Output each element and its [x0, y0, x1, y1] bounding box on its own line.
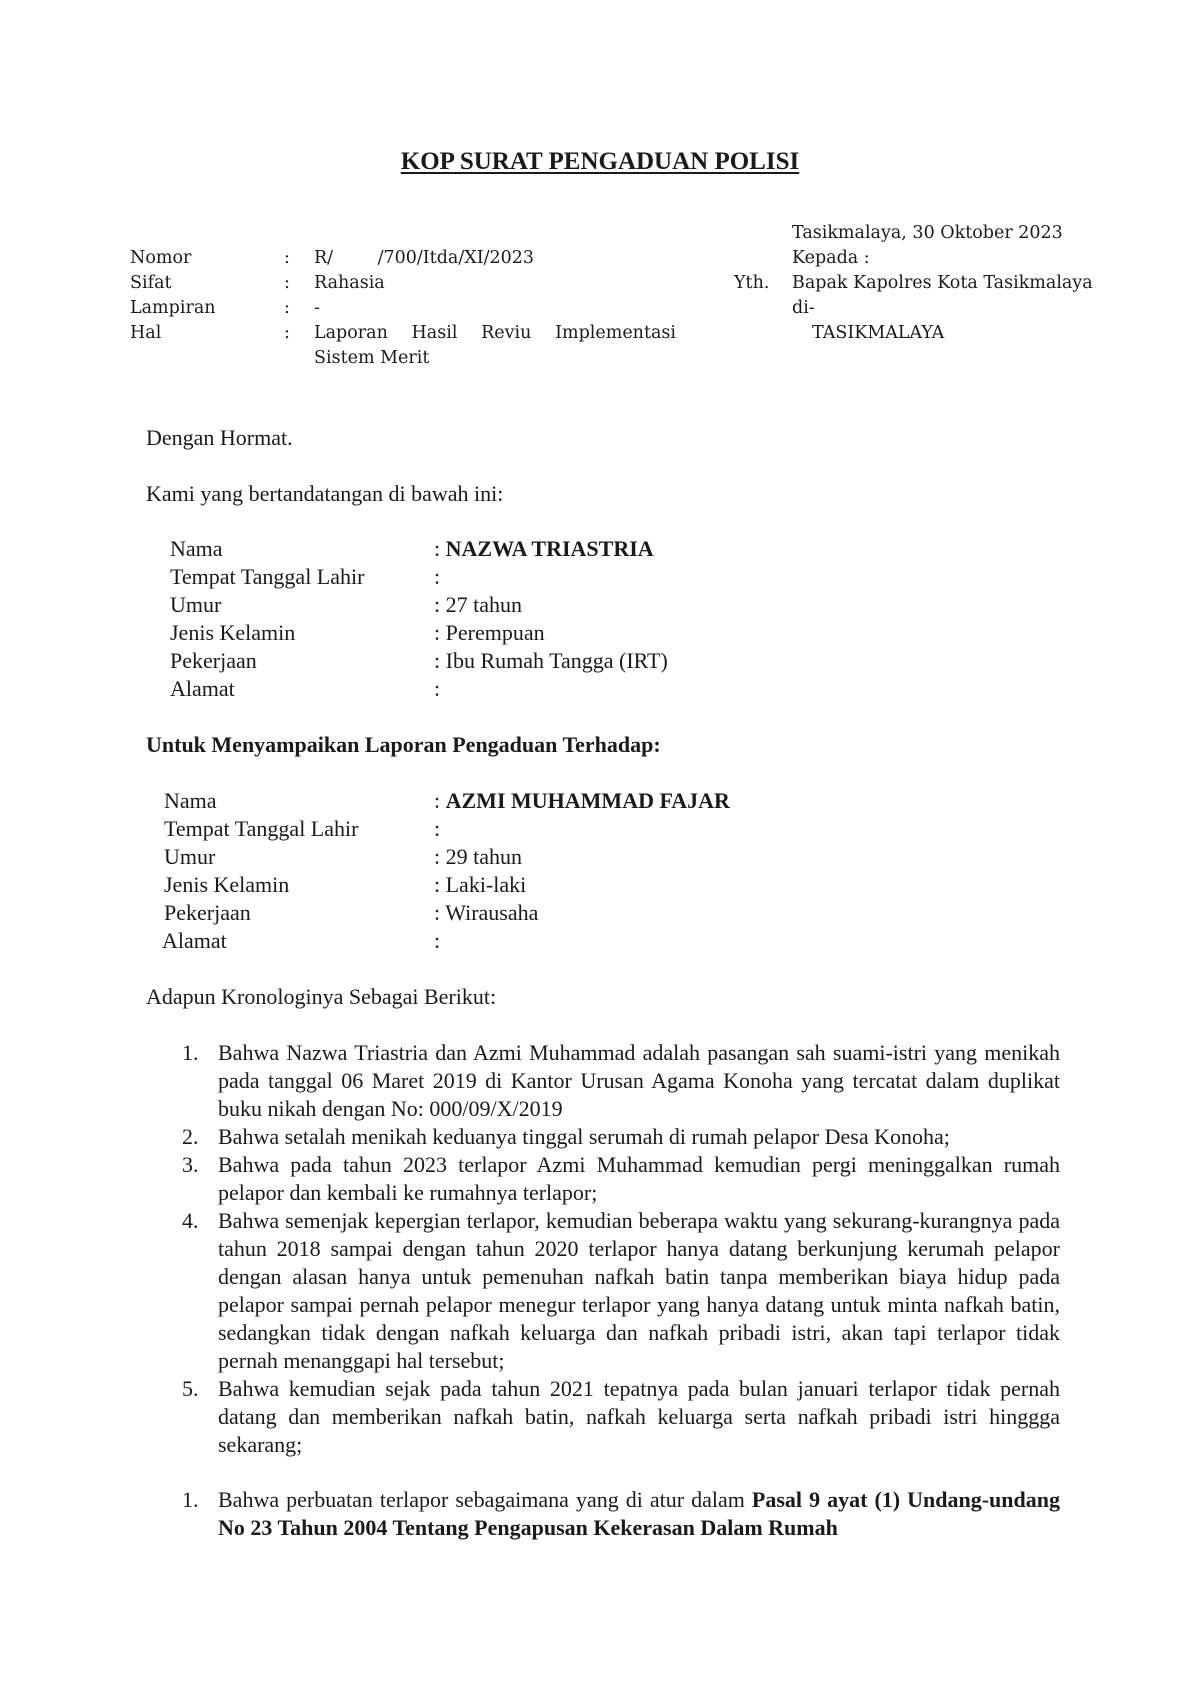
meta-label-nomor: Nomor: [130, 248, 192, 268]
reported-name: AZMI MUHAMMAD FAJAR: [445, 788, 730, 813]
meta-city: TASIKMALAYA: [812, 323, 945, 343]
meta-yth: Yth.: [734, 273, 770, 293]
list-item: 1. Bahwa perbuatan terlapor sebagaimana yang di atur dalam Pasal 9 ayat (1) Undang-undang No 23 Tahun 2004 Tentang Pengapusan Kekerasan Dalam Rumah: [182, 1487, 1060, 1540]
meta-value-lampiran: -: [314, 298, 320, 318]
reported-label: Umur: [164, 844, 216, 869]
reporter-label: Jenis Kelamin: [170, 620, 296, 645]
chronology-heading: Adapun Kronologinya Sebagai Berikut:: [146, 984, 497, 1009]
reporter-label: Umur: [170, 592, 222, 617]
letter-date: Tasikmalaya, 30 Oktober 2023: [792, 223, 1063, 243]
reported-value: :: [434, 816, 441, 841]
list-item: 2. Bahwa setalah menikah keduanya tinggal serumah di rumah pelapor Desa Konoha;: [182, 1124, 950, 1149]
reported-value: : AZMI MUHAMMAD FAJAR: [434, 788, 730, 813]
reported-label: Pekerjaan: [164, 900, 251, 925]
meta-value-sifat: Rahasia: [314, 273, 385, 293]
reported-label: Jenis Kelamin: [164, 872, 290, 897]
meta-recipient: Bapak Kapolres Kota Tasikmalaya: [792, 273, 1093, 293]
meta-colon: :: [284, 273, 290, 293]
meta-colon: :: [284, 248, 290, 268]
reporter-label: Alamat: [170, 676, 235, 701]
meta-di: di-: [792, 298, 815, 318]
reporter-value: : Perempuan: [434, 620, 545, 645]
meta-kepada: Kepada :: [792, 248, 870, 268]
reporter-name: NAZWA TRIASTRIA: [445, 536, 654, 561]
meta-value-nomor: R/ /700/Itda/XI/2023: [314, 248, 535, 268]
meta-colon: :: [284, 298, 290, 318]
reporter-label: Pekerjaan: [170, 648, 257, 673]
intro: Kami yang bertandatangan di bawah ini:: [146, 481, 504, 506]
reported-value: : Laki-laki: [434, 872, 527, 897]
meta-colon: :: [284, 323, 290, 343]
list-item: 4. Bahwa semenjak kepergian terlapor, kemudian beberapa waktu yang sekurang-kurangnya pada tahun 2018 sampai dengan tahun 2020 terlapor hanya datang berkunjung kerumah pelapor dengan alasan hanya untuk pemenuhan nafkah batin tanpa memberikan biaya hidup pada pelapor sampai pernah pelapor menegur terlapor yang hanya datang untuk minta nafkah batin, sedangkan tidak dengan nafkah keluarga dan nafkah pribadi istri, akan tapi terlapor tidak pernah menanggapi hal tersebut;: [182, 1208, 1060, 1373]
reported-label: Tempat Tanggal Lahir: [164, 816, 359, 841]
list-item: 1. Bahwa Nazwa Triastria dan Azmi Muhammad adalah pasangan sah suami-istri yang menikah pada tanggal 06 Maret 2019 di Kantor Urusan Agama Konoha yang tercatat dalam duplikat buku nikah dengan No: 000/09/X/2019: [182, 1040, 1060, 1121]
greeting: Dengan Hormat.: [146, 425, 293, 450]
meta-label-hal: Hal: [130, 323, 162, 343]
letter-title: KOP SURAT PENGADUAN POLISI: [400, 148, 800, 175]
legal-list: [182, 1486, 1060, 1542]
section-heading: Untuk Menyampaikan Laporan Pengaduan Terhadap:: [146, 732, 661, 757]
list-item: 5. Bahwa kemudian sejak pada tahun 2021 tepatnya pada bulan januari terlapor tidak pernah datang dan memberikan nafkah batin, nafkah keluarga serta nafkah pribadi istri hinggga sekarang;: [182, 1376, 1060, 1457]
list-item: 3. Bahwa pada tahun 2023 terlapor Azmi Muhammad kemudian pergi meninggalkan rumah pelapor dan kembali ke rumahnya terlapor;: [182, 1152, 1060, 1205]
reported-value: : Wirausaha: [434, 900, 539, 925]
reporter-value: :: [434, 676, 441, 701]
reporter-value: : 27 tahun: [434, 592, 522, 617]
reporter-label: Tempat Tanggal Lahir: [170, 564, 365, 589]
reporter-value: : NAZWA TRIASTRIA: [434, 536, 654, 561]
reporter-value: : Ibu Rumah Tangga (IRT): [434, 648, 668, 673]
reporter-label: Nama: [170, 536, 223, 561]
reported-label: Nama: [164, 788, 217, 813]
reported-value: : 29 tahun: [434, 844, 522, 869]
chronology-list: [182, 1039, 1060, 1459]
reported-value: :: [434, 928, 441, 953]
meta-label-lampiran: Lampiran: [130, 298, 216, 318]
meta-label-sifat: Sifat: [130, 273, 172, 293]
reported-label: Alamat: [162, 928, 227, 953]
meta-value-hal-line2: Sistem Merit: [314, 348, 430, 368]
reporter-value: :: [434, 564, 441, 589]
meta-value-hal-line1: Laporan Hasil Reviu Implementasi: [314, 323, 676, 343]
